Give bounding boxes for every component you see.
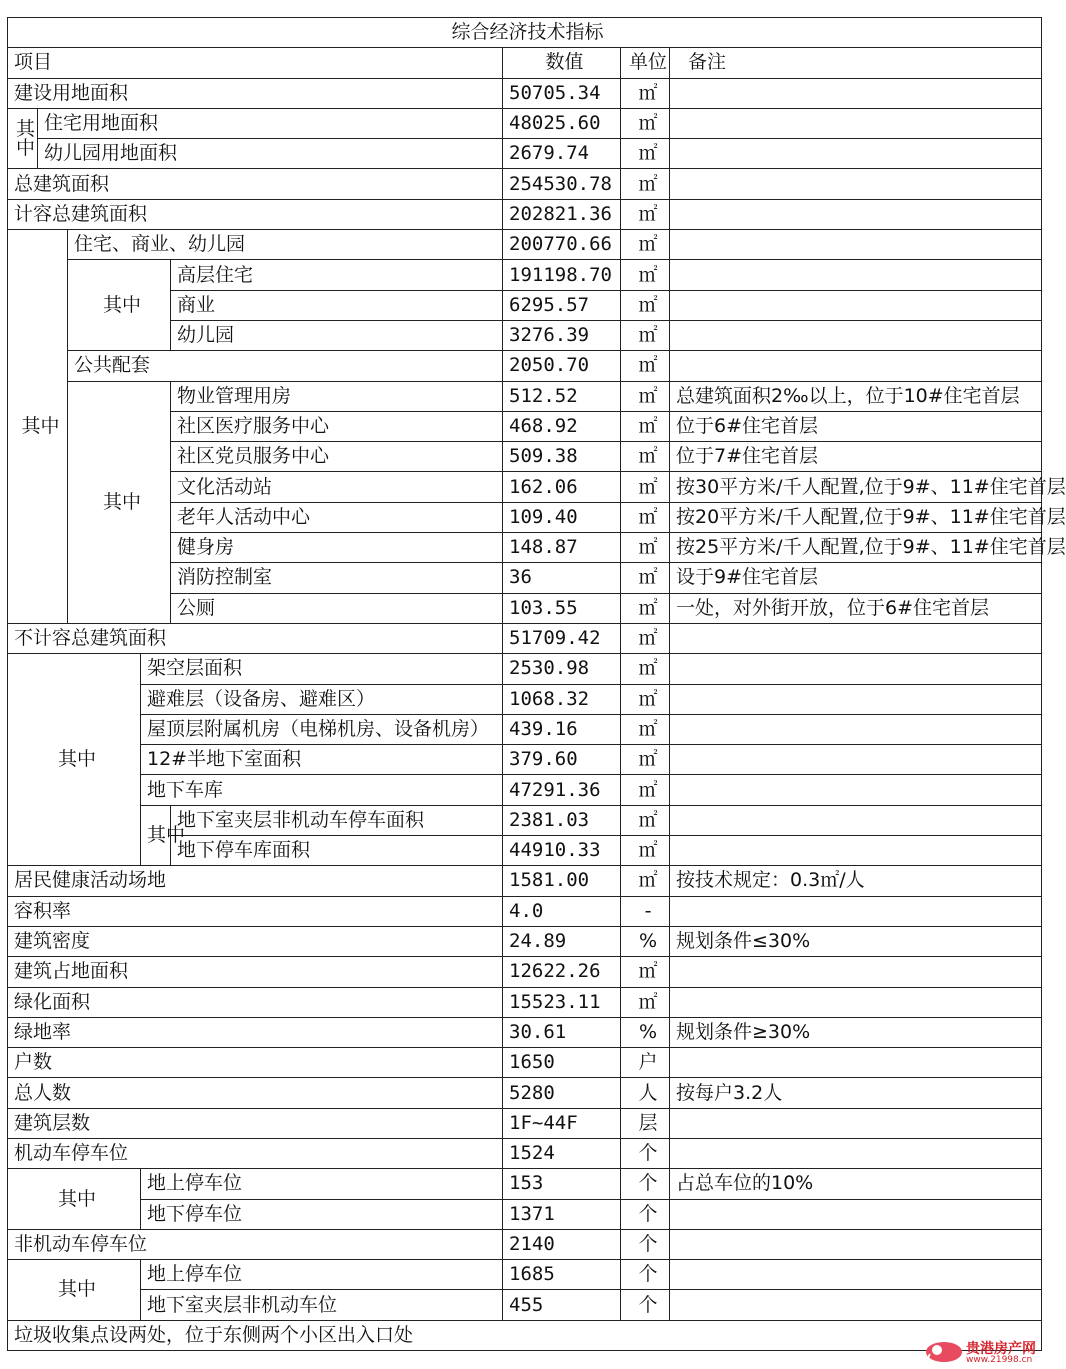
header-item: 项目 [8,48,503,78]
row-unit: 个 [621,1138,670,1168]
row-unit: ㎡ [621,593,670,623]
row-label: 地上停车位 [141,1260,503,1290]
row-note [670,987,1042,1017]
row-unit: 个 [621,1199,670,1229]
row-unit: ㎡ [621,351,670,381]
row-label: 高层住宅 [171,260,503,290]
row-unit: 个 [621,1169,670,1199]
row-unit: ㎡ [621,169,670,199]
row-unit: % [621,926,670,956]
row-note [670,1290,1042,1320]
row-value: 1581.00 [503,866,621,896]
row-unit: ㎡ [621,472,670,502]
row-value: 512.52 [503,381,621,411]
footer-note: 垃圾收集点设两处，位于东侧两个小区出入口处 [8,1320,1042,1350]
row-value: 103.55 [503,593,621,623]
row-value: 47291.36 [503,775,621,805]
row-value: 30.61 [503,1017,621,1047]
table-row [8,139,1042,169]
row-unit: ㎡ [621,320,670,350]
row-note: 占总车位的10% [670,1169,1042,1199]
group-label: 其中 [141,805,171,866]
watermark-url: www.21998.cn [966,1355,1033,1365]
row-note [670,623,1042,653]
row-label: 建筑层数 [8,1108,503,1138]
row-unit: ㎡ [621,533,670,563]
table-row [8,1199,1042,1229]
row-value: 509.38 [503,442,621,472]
row-label: 公厕 [171,593,503,623]
row-unit: - [621,896,670,926]
row-label: 物业管理用房 [171,381,503,411]
row-value: 254530.78 [503,169,621,199]
row-unit: 人 [621,1078,670,1108]
row-note [670,290,1042,320]
row-unit: ㎡ [621,108,670,138]
header-unit: 单位 [621,48,670,78]
row-unit: ㎡ [621,381,670,411]
row-unit: ㎡ [621,139,670,169]
table-row [8,866,1042,896]
row-value: 191198.70 [503,260,621,290]
row-unit: 户 [621,1048,670,1078]
row-note [670,169,1042,199]
row-label: 绿化面积 [8,987,503,1017]
row-note [670,654,1042,684]
header-note: 备注 [670,48,1042,78]
row-value: 162.06 [503,472,621,502]
row-unit: ㎡ [621,714,670,744]
title-row [8,18,1042,48]
row-value: 4.0 [503,896,621,926]
row-value: 51709.42 [503,623,621,653]
row-note [670,320,1042,350]
table-row [8,896,1042,926]
row-note: 总建筑面积2‰以上，位于10#住宅首层 [670,381,1042,411]
row-note: 按30平方米/千人配置,位于9#、11#住宅首层 [670,472,1042,502]
row-value: 439.16 [503,714,621,744]
group-label-char: 其 [15,117,35,140]
row-label: 不计容总建筑面积 [8,623,503,653]
row-unit: 个 [621,1290,670,1320]
row-note [670,139,1042,169]
table-row [8,199,1042,229]
row-note [670,745,1042,775]
table-row [8,1138,1042,1168]
watermark [924,1338,1046,1368]
row-value: 36 [503,563,621,593]
row-value: 2381.03 [503,805,621,835]
table-row [8,714,1042,744]
table-row [8,745,1042,775]
row-note [670,1260,1042,1290]
row-label: 健身房 [171,533,503,563]
row-note: 按技术规定：0.3㎡/人 [670,866,1042,896]
table-row [8,654,1042,684]
row-unit: ㎡ [621,866,670,896]
table-row [8,1108,1042,1138]
row-label: 总人数 [8,1078,503,1108]
row-label: 地下室夹层非机动车停车面积 [171,805,503,835]
row-note: 规划条件≥30% [670,1017,1042,1047]
row-note: 按25平方米/千人配置,位于9#、11#住宅首层 [670,533,1042,563]
row-note [670,351,1042,381]
row-label: 社区医疗服务中心 [171,411,503,441]
row-label: 非机动车停车位 [8,1229,503,1259]
row-unit: ㎡ [621,290,670,320]
table-row [8,169,1042,199]
table-row [8,1078,1042,1108]
table-row [8,108,1042,138]
row-label: 住宅、商业、幼儿园 [68,230,503,260]
group-label: 其中 [8,230,68,624]
row-value: 1650 [503,1048,621,1078]
table-row [8,1290,1042,1320]
row-note [670,684,1042,714]
row-note [670,108,1042,138]
row-note: 一处，对外街开放，位于6#住宅首层 [670,593,1042,623]
row-value: 1068.32 [503,684,621,714]
header-value: 数值 [503,48,621,78]
row-unit: ㎡ [621,987,670,1017]
row-unit: ㎡ [621,957,670,987]
row-label: 绿地率 [8,1017,503,1047]
row-label: 户数 [8,1048,503,1078]
row-value: 2530.98 [503,654,621,684]
row-note [670,78,1042,108]
row-unit: ㎡ [621,260,670,290]
row-note [670,775,1042,805]
row-note [670,230,1042,260]
row-label: 建设用地面积 [8,78,503,108]
row-value: 455 [503,1290,621,1320]
row-value: 1524 [503,1138,621,1168]
row-unit: ㎡ [621,654,670,684]
group-label-vertical [8,108,38,169]
group-label-char: 中 [15,136,35,159]
row-note [670,1199,1042,1229]
group-label: 其中 [8,1169,141,1230]
row-value: 15523.11 [503,987,621,1017]
row-value: 6295.57 [503,290,621,320]
table-row [8,1260,1042,1290]
row-label: 商业 [171,290,503,320]
row-label: 机动车停车位 [8,1138,503,1168]
indicator-table [7,17,1066,1351]
row-label: 建筑占地面积 [8,957,503,987]
table-row [8,957,1042,987]
row-unit: ㎡ [621,775,670,805]
row-value: 2679.74 [503,139,621,169]
row-value: 202821.36 [503,199,621,229]
row-label: 老年人活动中心 [171,502,503,532]
row-value: 12622.26 [503,957,621,987]
row-value: 1685 [503,1260,621,1290]
table-row [8,351,1042,381]
row-note: 规划条件≤30% [670,926,1042,956]
row-note [670,1048,1042,1078]
row-unit: ㎡ [621,411,670,441]
group-label: 其中 [68,381,171,623]
row-value: 2140 [503,1229,621,1259]
row-note: 按20平方米/千人配置,位于9#、11#住宅首层 [670,502,1042,532]
table-row [8,1017,1042,1047]
row-note [670,1229,1042,1259]
row-value: 3276.39 [503,320,621,350]
table-row [8,381,1042,411]
table-row [8,987,1042,1017]
row-label: 地下停车位 [141,1199,503,1229]
row-label: 文化活动站 [171,472,503,502]
watermark-name: 贵港房产网 [966,1341,1036,1357]
row-unit: 个 [621,1260,670,1290]
row-value: 50705.34 [503,78,621,108]
row-unit: ㎡ [621,745,670,775]
row-value: 379.60 [503,745,621,775]
row-unit: ㎡ [621,563,670,593]
row-unit: 个 [621,1229,670,1259]
row-note: 按每户3.2人 [670,1078,1042,1108]
row-note [670,1138,1042,1168]
row-label: 幼儿园用地面积 [38,139,503,169]
table-row [8,775,1042,805]
table-row [8,1229,1042,1259]
row-note [670,957,1042,987]
row-note [670,1108,1042,1138]
row-value: 1F~44F [503,1108,621,1138]
elephant-logo-icon [924,1340,964,1364]
table-title: 综合经济技术指标 [8,18,1042,48]
row-value: 200770.66 [503,230,621,260]
row-value: 5280 [503,1078,621,1108]
row-note [670,714,1042,744]
row-value: 48025.60 [503,108,621,138]
row-note [670,199,1042,229]
row-note [670,805,1042,835]
table-row [8,260,1042,290]
row-unit: ㎡ [621,805,670,835]
row-label: 容积率 [8,896,503,926]
row-label: 社区党员服务中心 [171,442,503,472]
row-label: 架空层面积 [141,654,503,684]
table-row [8,78,1042,108]
row-unit: ㎡ [621,684,670,714]
row-value: 24.89 [503,926,621,956]
row-unit: ㎡ [621,836,670,866]
row-value: 1371 [503,1199,621,1229]
row-note [670,836,1042,866]
row-value: 153 [503,1169,621,1199]
row-unit: % [621,1017,670,1047]
row-label: 地下停车库面积 [171,836,503,866]
row-label: 地下车库 [141,775,503,805]
table-row [8,684,1042,714]
row-unit: 层 [621,1108,670,1138]
row-label: 消防控制室 [171,563,503,593]
row-value: 148.87 [503,533,621,563]
row-note: 位于6#住宅首层 [670,411,1042,441]
row-value: 109.40 [503,502,621,532]
row-label: 避难层（设备房、避难区） [141,684,503,714]
row-note [670,896,1042,926]
row-unit: ㎡ [621,442,670,472]
row-unit: ㎡ [621,199,670,229]
table-row [8,230,1042,260]
row-label: 总建筑面积 [8,169,503,199]
table-row [8,1048,1042,1078]
row-value: 44910.33 [503,836,621,866]
row-label: 地上停车位 [141,1169,503,1199]
row-label: 12#半地下室面积 [141,745,503,775]
row-value: 468.92 [503,411,621,441]
row-unit: ㎡ [621,78,670,108]
table-row [8,623,1042,653]
row-label: 计容总建筑面积 [8,199,503,229]
table-row [8,805,1042,835]
group-label: 其中 [68,260,171,351]
row-label: 建筑密度 [8,926,503,956]
row-label: 地下室夹层非机动车位 [141,1290,503,1320]
row-label: 幼儿园 [171,320,503,350]
row-unit: ㎡ [621,623,670,653]
row-value: 2050.70 [503,351,621,381]
table-row [8,926,1042,956]
group-label: 其中 [8,1260,141,1321]
header-row [8,48,1042,78]
row-unit: ㎡ [621,230,670,260]
row-label: 公共配套 [68,351,503,381]
row-note: 设于9#住宅首层 [670,563,1042,593]
row-label: 居民健康活动场地 [8,866,503,896]
group-label: 其中 [8,654,141,866]
table-row [8,1169,1042,1199]
row-unit: ㎡ [621,502,670,532]
footer-row [8,1320,1042,1350]
row-label: 屋顶层附属机房（电梯机房、设备机房） [141,714,503,744]
row-label: 住宅用地面积 [38,108,503,138]
row-note: 位于7#住宅首层 [670,442,1042,472]
row-note [670,260,1042,290]
